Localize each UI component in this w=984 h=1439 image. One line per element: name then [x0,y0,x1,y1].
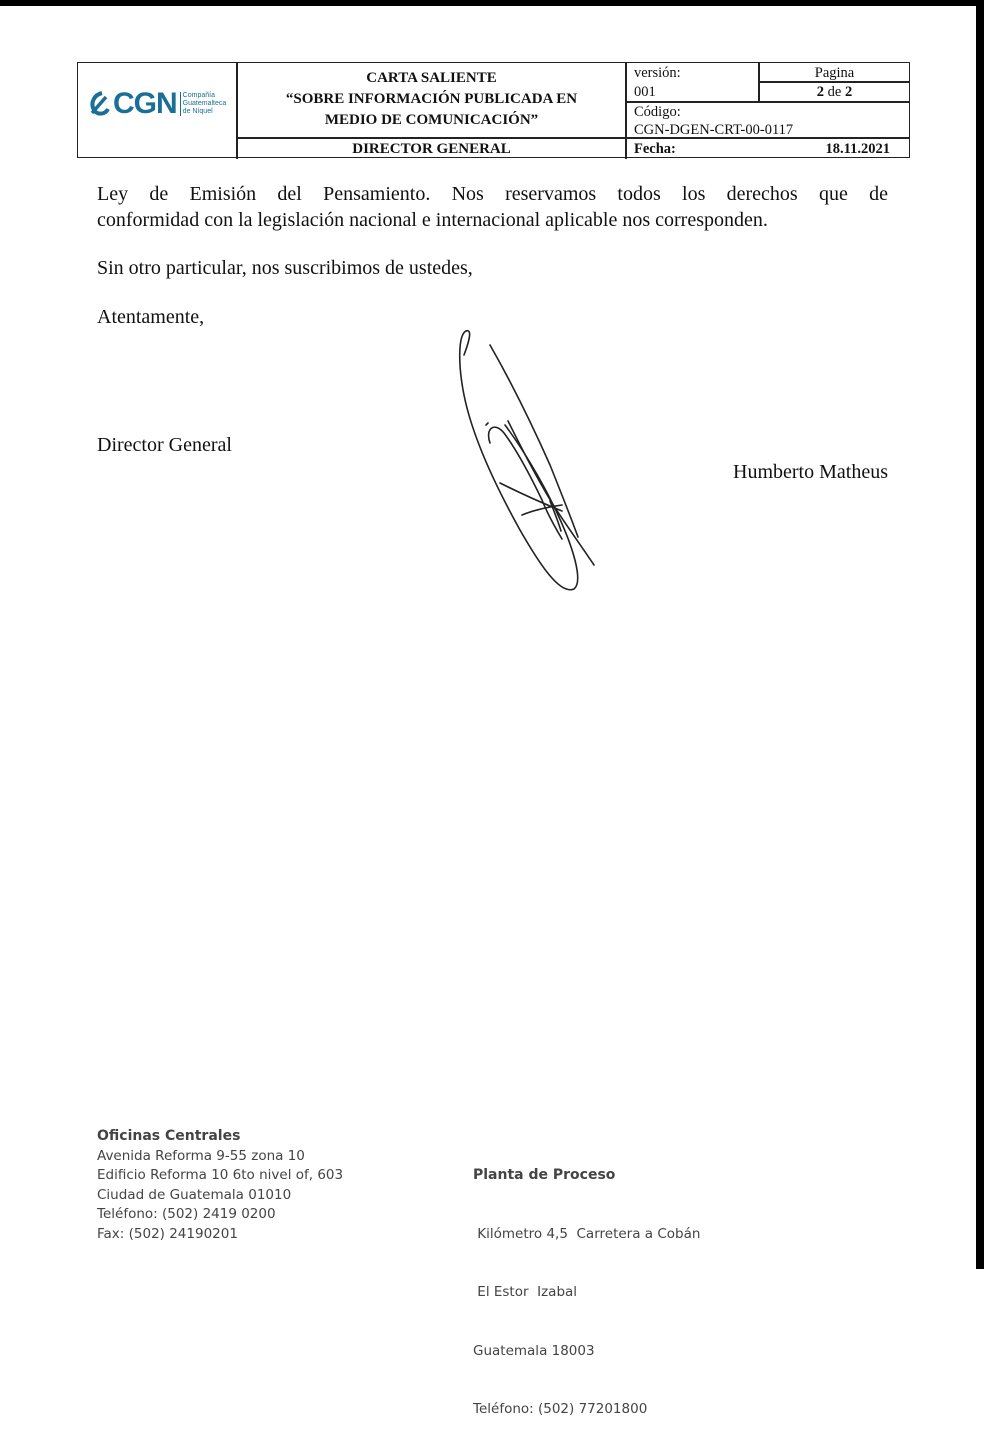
header-divider [625,63,627,159]
code-label: Código: [634,104,681,120]
paragraph-line: conformidad con la legislación nacional e internacional aplicable nos corresponden. [97,209,768,231]
footer-heading: Planta de Proceso [473,1167,616,1183]
logo-subtitle [180,92,227,116]
company-logo [88,87,226,121]
closing-line: Sin otro particular, nos suscribimos de ustedes, [97,257,473,279]
footer-line: Kilómetro 4,5 Carretera a Cobán [473,1225,701,1242]
logo-sub-line: Compañía [182,92,215,99]
title-line: MEDIO DE COMUNICACIÓN” [324,112,539,128]
footer-line: El Estor Izabal [473,1284,578,1300]
salutation: Atentamente, [97,306,205,328]
date-value: 18.11.2021 [825,141,890,157]
logo-text: CGN [113,87,177,120]
footer-line: Teléfono: (502) 77201800 [473,1401,648,1417]
title-line: CARTA SALIENTE [366,70,497,86]
logo-sub-line: de Níquel [182,108,213,115]
page-number [760,83,909,101]
document-title [238,68,625,131]
footer-line: Guatemala 18003 [473,1342,595,1359]
logo-sub-line: Guatemalteca [182,100,227,107]
handwritten-signature [450,325,600,600]
scan-border-top [0,0,984,6]
logo-swirl-icon [88,91,112,117]
scan-border-right [976,0,984,1269]
footer-plant [473,1127,700,1439]
date-label: Fecha: [634,141,676,157]
page-current: 2 [816,84,825,100]
page-total: 2 [844,84,853,100]
footer-line: Teléfono: (502) 2419 0200 [97,1206,276,1222]
page-label: Pagina [814,65,855,81]
logo-mark [88,87,177,121]
footer-line: Edificio Reforma 10 6to nivel of, 603 [97,1167,344,1183]
title-line: “SOBRE INFORMACIÓN PUBLICADA EN [285,91,578,107]
footer-line: Avenida Reforma 9-55 zona 10 [97,1147,305,1164]
footer-line: Fax: (502) 24190201 [97,1225,238,1242]
version-label: versión: [634,65,681,81]
department-label: DIRECTOR GENERAL [352,141,511,157]
footer-offices [97,1127,343,1244]
paragraph-line: Ley de Emisión del Pensamiento. Nos reservamos todos los derechos que de [97,183,888,205]
code-value: CGN-DGEN-CRT-00-0117 [634,122,794,138]
footer-heading: Oficinas Centrales [97,1128,241,1144]
document-header-table [77,62,910,158]
signer-title: Director General [97,434,232,456]
footer-line: Ciudad de Guatemala 01010 [97,1186,292,1203]
signer-name: Humberto Matheus [733,461,888,483]
page-of: de [827,84,842,100]
version-value: 001 [634,84,656,100]
